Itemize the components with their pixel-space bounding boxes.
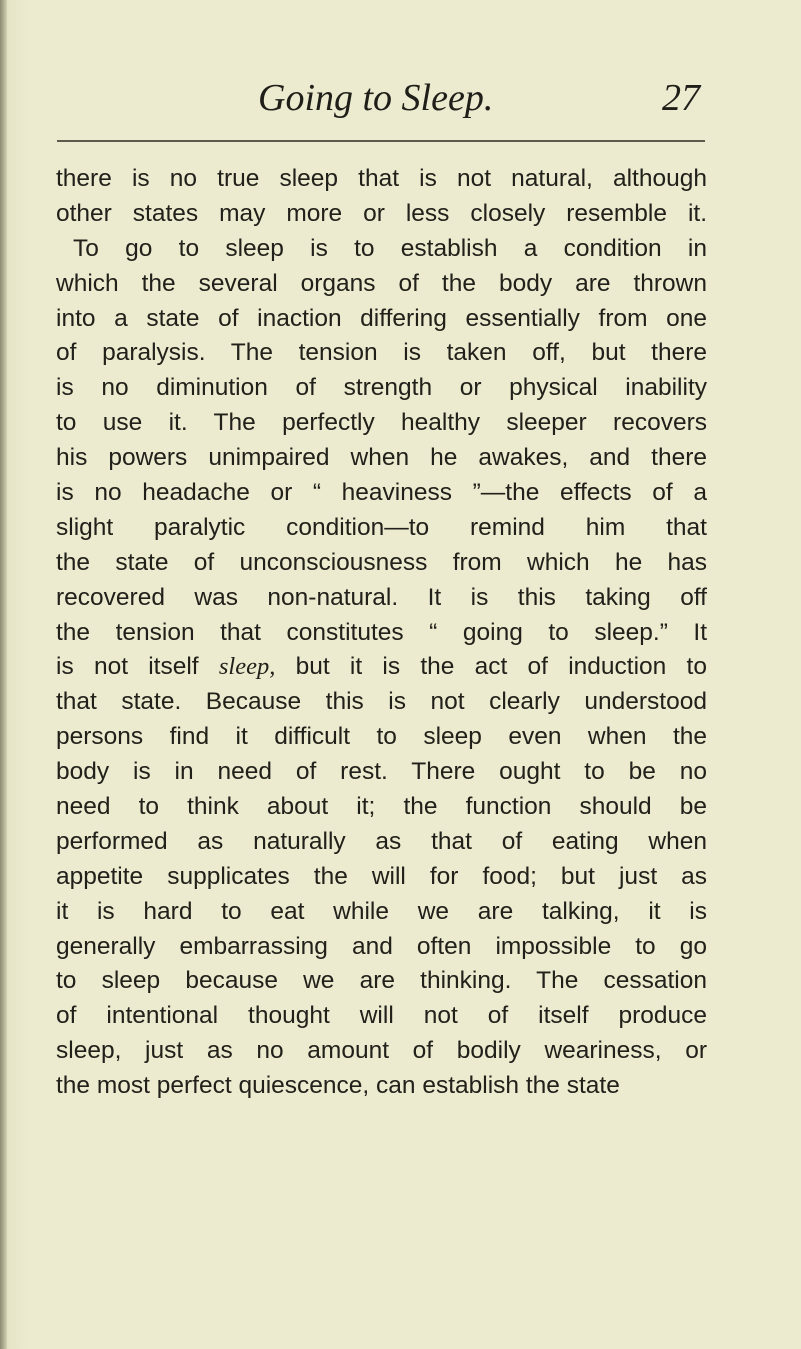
text-line: the tension that constitutes “ going to sleep.” It — [56, 618, 707, 646]
text-line: the most perfect quiescence, can establish the state — [56, 1072, 620, 1100]
page-number: 27 — [662, 77, 700, 119]
text-line: persons find it difficult to sleep even when the — [56, 723, 707, 751]
text-line: other states may more or less closely resemble it. — [56, 199, 707, 227]
text-line: of paralysis. The tension is taken off, but there — [56, 339, 707, 367]
text-segment: is not itself — [56, 653, 219, 681]
body-paragraph — [56, 162, 707, 1104]
text-line: which the several organs of the body are thrown — [56, 269, 707, 297]
running-header — [55, 74, 705, 134]
italic-word: sleep, — [218, 653, 276, 681]
text-line: is no diminution of strength or physical inability — [56, 374, 707, 402]
page-gutter-shadow — [0, 0, 7, 1349]
text-line: sleep, just as no amount of bodily weariness, or — [56, 1037, 707, 1065]
text-line: into a state of inaction differing essentially from one — [56, 304, 707, 332]
text-line — [56, 650, 707, 685]
running-title: Going to Sleep. — [258, 77, 494, 119]
text-line: his powers unimpaired when he awakes, and there — [56, 444, 707, 472]
text-segment: but it is the act of induction to — [275, 653, 707, 681]
text-line: generally embarrassing and often impossible to go — [56, 932, 707, 960]
text-line: to sleep because we are thinking. The cessation — [56, 967, 707, 995]
text-line: to use it. The perfectly healthy sleeper recovers — [56, 409, 707, 437]
text-line: body is in need of rest. There ought to be no — [56, 758, 707, 786]
text-line: there is no true sleep that is not natural, although — [56, 165, 707, 192]
text-line: To go to sleep is to establish a condition in — [73, 234, 707, 262]
text-line: the state of unconsciousness from which he has — [56, 548, 707, 576]
text-line: that state. Because this is not clearly understood — [56, 688, 707, 716]
text-line: of intentional thought will not of itself produce — [56, 1002, 707, 1030]
text-line: is no headache or “ heaviness ”—the effects of a — [56, 479, 707, 507]
text-line: appetite supplicates the will for food; but just as — [56, 862, 707, 890]
text-line: slight paralytic condition—to remind him that — [56, 513, 707, 541]
header-rule — [57, 140, 705, 142]
text-line: performed as naturally as that of eating when — [56, 827, 707, 855]
text-line: need to think about it; the function should be — [56, 793, 707, 821]
text-line: recovered was non-natural. It is this taking off — [56, 583, 707, 611]
text-line: it is hard to eat while we are talking, it is — [56, 897, 707, 925]
